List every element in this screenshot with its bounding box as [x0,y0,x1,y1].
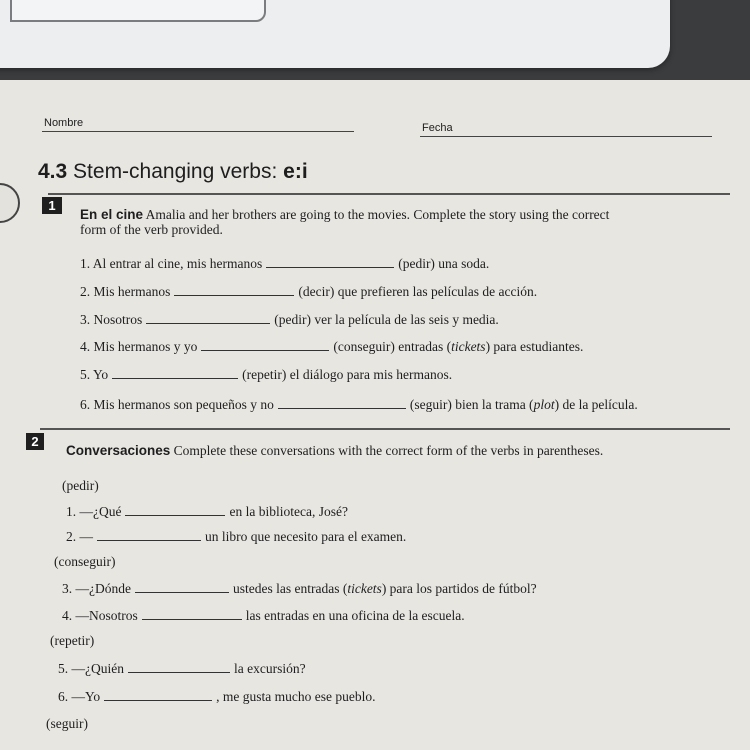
activity-2-title: Conversaciones [66,443,171,458]
lesson-title-text: Stem-changing verbs: [73,160,284,183]
activity-1-item: 3. Nosotros (pedir) ver la película de las seis y media. [80,312,499,327]
conversation-line: 3. —¿Dónde ustedes las entradas (tickets) para los partidos de fútbol? [62,581,537,596]
activity-2-header [66,443,603,459]
answer-blank[interactable] [142,618,242,620]
activity-1-item: 5. Yo (repetir) el diálogo para mis hermanos. [80,367,453,382]
answer-blank[interactable] [266,266,394,268]
fecha-label: Fecha [422,122,453,134]
answer-blank[interactable] [97,539,201,541]
nombre-label: Nombre [44,117,84,129]
activity-1-badge: 1 [42,197,62,214]
activity-1-item: 1. Al entrar al cine, mis hermanos (pedir) una soda. [80,256,490,271]
device-frame-corner [10,0,266,22]
activity-2-instructions: Complete these conversations with the correct form of the verbs in parentheses. [173,443,604,458]
activity-1-instructions-1: Amalia and her brothers are going to the movies. Complete the story using the correct [145,207,610,222]
answer-blank[interactable] [125,514,225,516]
fecha-field[interactable] [420,136,712,137]
activity-1-instructions-2: form of the verb provided. [80,222,223,237]
activity-2-badge: 2 [26,433,44,450]
answer-blank[interactable] [278,407,406,409]
answer-blank[interactable] [128,671,230,673]
lesson-title [38,160,308,184]
answer-blank[interactable] [174,294,294,296]
answer-blank[interactable] [146,322,270,324]
activity-1-header [80,207,609,223]
answer-blank[interactable] [135,591,229,593]
answer-blank[interactable] [201,349,329,351]
conversation-line: 4. —Nosotros las entradas en una oficina de la escuela. [62,608,465,623]
activity-1-title: En el cine [80,207,144,222]
conversation-line: 5. —¿Quién la excursión? [58,661,306,676]
answer-blank[interactable] [104,699,212,701]
verb-label: (seguir) [46,716,88,731]
conversation-line: 1. —¿Qué en la biblioteca, José? [66,504,348,519]
answer-blank[interactable] [112,377,238,379]
activity-1-item: 4. Mis hermanos y yo (conseguir) entradas (tickets) para estudiantes. [80,339,584,354]
nombre-field[interactable] [42,131,354,132]
verb-label: (repetir) [50,633,95,648]
activity-1-item: 6. Mis hermanos son pequeños y no (seguir) bien la trama (plot) de la película. [80,397,638,412]
section-divider [40,428,730,430]
activity-1-item: 2. Mis hermanos (decir) que prefieren las películas de acción. [80,284,538,299]
verb-label: (conseguir) [54,554,116,569]
lesson-number: 4.3 [38,160,68,183]
conversation-line: 6. —Yo , me gusta mucho ese pueblo. [58,689,376,704]
section-divider [48,193,730,195]
verb-label: (pedir) [62,478,99,493]
conversation-line: 2. — un libro que necesito para el examen. [66,529,407,544]
lesson-title-bold: e:i [283,160,308,183]
